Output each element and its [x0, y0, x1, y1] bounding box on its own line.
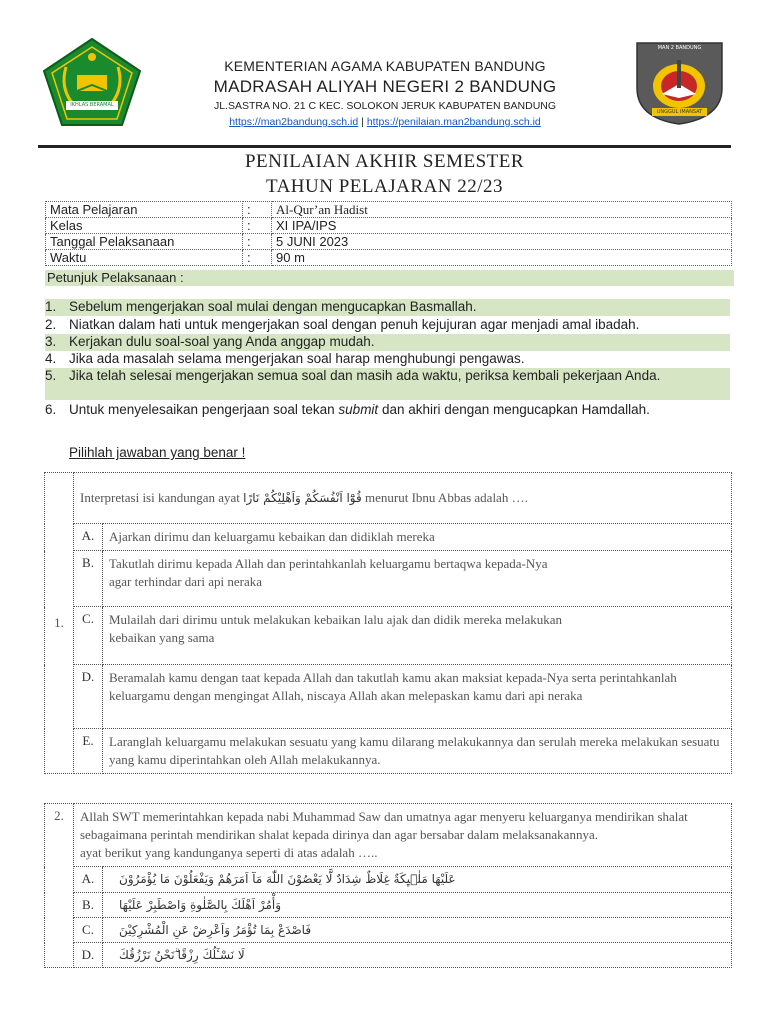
- option-arabic-cell: [103, 867, 732, 893]
- option-label: C.: [74, 918, 103, 943]
- option-label: B.: [74, 893, 103, 918]
- question-number: 2.: [45, 804, 74, 968]
- school-logo-top-text: MAN 2 BANDUNG: [657, 45, 702, 51]
- option-label: D.: [74, 665, 103, 729]
- school-logo-bottom-text: UNGGUL IMANSAT: [656, 109, 703, 115]
- question-stem: [74, 473, 732, 524]
- answer-option[interactable]: [45, 551, 732, 607]
- submit-keyword: submit: [338, 402, 379, 417]
- option-label: B.: [74, 551, 103, 607]
- kemenag-logo: [42, 37, 142, 127]
- website-link[interactable]: https://man2bandung.sch.id: [229, 116, 359, 128]
- info-sep: :: [243, 250, 272, 266]
- header-divider: [38, 145, 731, 148]
- instruction-text: Kerjakan dulu soal-soal yang Anda anggap mudah.: [69, 334, 375, 349]
- ministry-name: KEMENTERIAN AGAMA KABUPATEN BANDUNG: [224, 58, 546, 74]
- info-sep: :: [243, 202, 272, 218]
- instruction-text: Niatkan dalam hati untuk mengerjakan soal dengan penuh kejujuran agar menjadi amal ibadah.: [69, 317, 640, 332]
- answer-option[interactable]: [45, 867, 732, 893]
- instruction-text-part: dan akhiri dengan mengucapkan Hamdallah.: [378, 402, 650, 417]
- kemenag-logo-motto: IKHLAS BERAMAL: [70, 102, 114, 108]
- question-1: [44, 472, 732, 774]
- instruction-item: [45, 334, 730, 351]
- option-text: Takutlah dirimu kepada Allah dan perintahkanlah keluargamu bertaqwa kepada-Nya agar terhindar dari api neraka: [103, 551, 732, 607]
- option-arabic-cell: [103, 943, 732, 968]
- answer-option[interactable]: [45, 729, 732, 774]
- instruction-item: [45, 368, 730, 400]
- school-links: [150, 116, 620, 128]
- option-arabic-cell: [103, 893, 732, 918]
- link-separator: |: [361, 116, 364, 128]
- option-label: E.: [74, 729, 103, 774]
- info-row: [46, 234, 732, 250]
- instruction-number: 4.: [45, 351, 57, 366]
- instruction-text: Jika telah selesai mengerjakan semua soal dan masih ada waktu, periksa kembali pekerjaan Anda.: [69, 368, 661, 383]
- option-label: A.: [74, 524, 103, 551]
- answer-option[interactable]: [45, 607, 732, 665]
- question-number: 1.: [45, 473, 74, 774]
- option-text: Beramalah kamu dengan taat kepada Allah dan takutlah kamu akan maksiat kepada-Nya serta perintahkanlah keluargamu dengan mengingat Allah, niscaya Allah akan melepaskan kamu dari api neraka: [103, 665, 732, 729]
- question-stem-text: ayat berikut yang kandunganya seperti di atas adalah …..: [80, 845, 378, 860]
- answer-option[interactable]: [45, 943, 732, 968]
- question-stem-text: Allah SWT memerintahkan kepada nabi Muhammad Saw dan umatnya agar menyeru keluarganya mendirikan shalat sebagaimana perintah mendirikan shalat kepada dirinya dan agar bersabar dalam melaksanakannya.: [80, 809, 688, 842]
- instructions-heading: Petunjuk Pelaksanaan :: [45, 270, 734, 286]
- option-arabic: وَأْمُرْ اَهْلَكَ بِالصَّلٰوةِ وَاصْطَبِرْ عَلَيْهَا: [119, 898, 282, 912]
- instruction-number: 1.: [45, 299, 57, 314]
- info-value: Al-Qur’an Hadist: [272, 202, 732, 218]
- exam-title: PENILAIAN AKHIR SEMESTER: [244, 151, 525, 172]
- question-stem-text: menurut Ibnu Abbas adalah ….: [365, 490, 528, 505]
- info-label: Tanggal Pelaksanaan: [46, 234, 243, 250]
- instruction-number: 5.: [45, 368, 57, 383]
- instruction-item: [45, 402, 730, 434]
- academic-year: TAHUN PELAJARAN 22/23: [266, 176, 503, 197]
- option-arabic: عَلَيْهَا مَلٰۤىِٕكَةٌ غِلَاظٌ شِدَادٌ لَّا يَعْصُوْنَ اللّٰهَ مَآ اَمَرَهُمْ وَيَفْعَلُوْنَ مَا يُؤْمَرُوْنَ: [119, 872, 456, 886]
- info-label: Waktu: [46, 250, 243, 266]
- info-label: Mata Pelajaran: [46, 202, 243, 218]
- answer-option[interactable]: [45, 665, 732, 729]
- answer-option[interactable]: [45, 893, 732, 918]
- instruction-text: Jika ada masalah selama mengerjakan soal harap menghubungi pengawas.: [69, 351, 525, 366]
- instruction-text: [69, 402, 730, 418]
- instruction-text-part: Untuk menyelesaikan pengerjaan soal tekan: [69, 402, 339, 417]
- info-sep: :: [243, 218, 272, 234]
- option-label: D.: [74, 943, 103, 968]
- option-text: Mulailah dari dirimu untuk melakukan kebaikan lalu ajak dan didik mereka melakukan kebaikan yang sama: [103, 607, 732, 665]
- info-sep: :: [243, 234, 272, 250]
- option-arabic-cell: [103, 918, 732, 943]
- info-value: XI IPA/IPS: [272, 218, 732, 234]
- info-row: [46, 218, 732, 234]
- question-2: [44, 803, 732, 968]
- arabic-verse: قُوْٓا اَنْفُسَكُمْ وَاَهْلِيْكُمْ نَارًا: [243, 491, 362, 505]
- school-name: MADRASAH ALIYAH NEGERI 2 BANDUNG: [213, 77, 557, 96]
- school-address: JL.SASTRA NO. 21 C KEC. SOLOKON JERUK KABUPATEN BANDUNG: [213, 100, 557, 112]
- school-logo: [632, 38, 727, 126]
- exam-info-table: [45, 201, 732, 266]
- instruction-number: 6.: [45, 402, 57, 417]
- instruction-number: 2.: [45, 317, 57, 332]
- instruction-text: Sebelum mengerjakan soal mulai dengan mengucapkan Basmallah.: [69, 299, 477, 314]
- instruction-item: [45, 317, 730, 334]
- instruction-item: [45, 299, 730, 316]
- assessment-link[interactable]: https://penilaian.man2bandung.sch.id: [366, 116, 541, 128]
- option-arabic: لَا نَسْـَٔلُكَ رِزْقًا ۗنَحْنُ نَرْزُقُكَ: [119, 948, 245, 962]
- answer-prompt: Pilihlah jawaban yang benar !: [69, 445, 246, 460]
- option-label: A.: [74, 867, 103, 893]
- option-text: Ajarkan dirimu dan keluargamu kebaikan dan didiklah mereka: [103, 524, 732, 551]
- info-value: 5 JUNI 2023: [272, 234, 732, 250]
- option-text: Laranglah keluargamu melakukan sesuatu yang kamu dilarang melakukannya dan serulah mereka melakukan sesuatu yang kamu diperintahkan oleh Allah melakukannya.: [103, 729, 732, 774]
- answer-option[interactable]: [45, 524, 732, 551]
- question-stem-text: Interpretasi isi kandungan ayat: [80, 490, 240, 505]
- instruction-item: [45, 351, 730, 368]
- info-row: [46, 202, 732, 218]
- answer-option[interactable]: [45, 918, 732, 943]
- info-value: 90 m: [272, 250, 732, 266]
- question-stem: [74, 804, 732, 867]
- option-arabic: فَاصْدَعْ بِمَا تُؤْمَرُ وَاَعْرِضْ عَنِ الْمُشْرِكِيْنَ: [119, 923, 312, 937]
- option-label: C.: [74, 607, 103, 665]
- instruction-number: 3.: [45, 334, 57, 349]
- info-row: [46, 250, 732, 266]
- info-label: Kelas: [46, 218, 243, 234]
